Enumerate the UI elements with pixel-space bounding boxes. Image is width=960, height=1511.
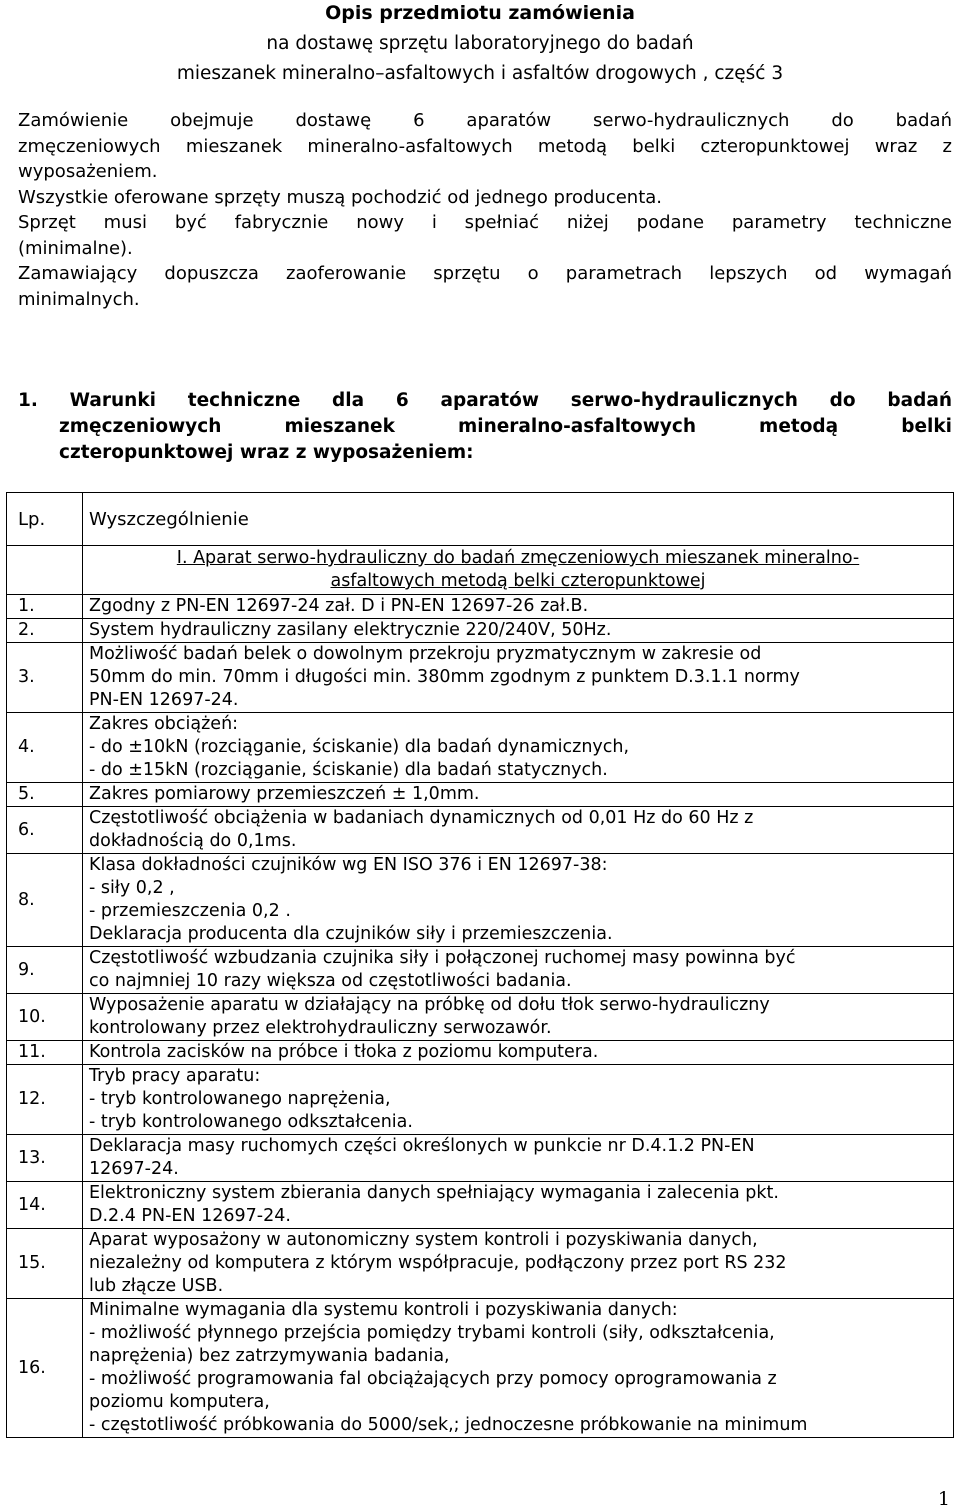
document-title: Opis przedmiotu zamówienia: [325, 2, 635, 24]
row-description-line: Deklaracja producenta dla czujników siły i przemieszczenia.: [89, 924, 613, 944]
row-description-line: Minimalne wymagania dla systemu kontroli i pozyskiwania danych:: [89, 1300, 678, 1320]
row-description: [83, 595, 954, 619]
row-description-line: Częstotliwość wzbudzania czujnika siły i połączonej ruchomej masy powinna być: [89, 948, 796, 968]
table-section-title-line2: asfaltowych metodą belki czteropunktowej: [330, 571, 706, 591]
row-description-line: 50mm do min. 70mm i długości min. 380mm zgodnym z punktem D.3.1.1 normy: [89, 667, 800, 687]
row-description-line: - możliwość programowania fal obciążających przy pomocy oprogramowania z: [89, 1369, 777, 1389]
row-description: [83, 1041, 954, 1065]
intro-p1-line2: zmęczeniowych mieszanek mineralno-asfaltowych metodą belki czteropunktowej wraz z: [18, 135, 952, 157]
row-description: [83, 1135, 954, 1182]
row-description-line: PN-EN 12697-24.: [89, 690, 239, 710]
row-description-line: Klasa dokładności czujników wg EN ISO 376 i EN 12697-38:: [89, 855, 608, 875]
row-description-line: poziomu komputera,: [89, 1392, 270, 1412]
row-description-line: - tryb kontrolowanego odkształcenia.: [89, 1112, 413, 1132]
row-description-line: 12697-24.: [89, 1159, 179, 1179]
row-description-line: co najmniej 10 razy większa od częstotliwości badania.: [89, 971, 572, 991]
row-description-line: dokładnością do 0,1ms.: [89, 831, 297, 851]
table-row: [7, 1065, 954, 1135]
row-number: 3.: [7, 643, 83, 713]
row-description-line: Zakres obciążeń:: [89, 714, 239, 734]
row-description-line: Zakres pomiarowy przemieszczeń ± 1,0mm.: [89, 784, 480, 804]
row-description-line: Wyposażenie aparatu w działający na próbkę od dołu tłok serwo-hydrauliczny: [89, 995, 770, 1015]
row-description: [83, 994, 954, 1041]
row-description-line: - możliwość płynnego przejścia pomiędzy trybami kontroli (siły, odkształcenia,: [89, 1323, 775, 1343]
table-section-title-line1: I. Aparat serwo-hydrauliczny do badań zmęczeniowych mieszanek mineralno-: [176, 548, 860, 568]
row-description: [83, 713, 954, 783]
row-description-line: Deklaracja masy ruchomych części określonych w punkcie nr D.4.1.2 PN-EN: [89, 1136, 755, 1156]
row-description: [83, 1065, 954, 1135]
row-number: 12.: [7, 1065, 83, 1135]
table-row: [7, 1041, 954, 1065]
intro-p4-line1: Zamawiający dopuszcza zaoferowanie sprzętu o parametrach lepszych od wymagań: [18, 263, 952, 284]
intro-p4-line2: minimalnych.: [18, 288, 140, 310]
table-row: [7, 1299, 954, 1438]
document-subtitle-line-2: mieszanek mineralno–asfaltowych i asfaltów drogowych , część 3: [176, 63, 784, 84]
row-description: [83, 947, 954, 994]
row-description-line: kontrolowany przez elektrohydrauliczny serwozawór.: [89, 1018, 552, 1038]
row-description-line: Zgodny z PN-EN 12697-24 zał. D i PN-EN 12697-26 zał.B.: [89, 596, 589, 616]
row-description-line: - przemieszczenia 0,2 .: [89, 901, 291, 921]
row-number: 8.: [7, 854, 83, 947]
table-row: [7, 854, 954, 947]
specification-table: [6, 492, 954, 1438]
row-number: 5.: [7, 783, 83, 807]
row-description-line: lub złącze USB.: [89, 1276, 224, 1296]
table-row: [7, 994, 954, 1041]
row-description: [83, 643, 954, 713]
row-description-line: - do ±10kN (rozciąganie, ściskanie) dla badań dynamicznych,: [89, 737, 630, 757]
row-description-line: Kontrola zacisków na próbce i tłoka z poziomu komputera.: [89, 1042, 599, 1062]
row-description: [83, 783, 954, 807]
row-description-line: - częstotliwość próbkowania do 5000/sek,; jednoczesne próbkowanie na minimum: [89, 1415, 808, 1435]
table-row: [7, 783, 954, 807]
row-description-line: - tryb kontrolowanego naprężenia,: [89, 1089, 391, 1109]
row-number: 2.: [7, 619, 83, 643]
row-number: 15.: [7, 1229, 83, 1299]
row-description-line: Tryb pracy aparatu:: [89, 1066, 261, 1086]
table-row: [7, 595, 954, 619]
row-number: 16.: [7, 1299, 83, 1438]
section-heading: [18, 388, 952, 466]
row-number: 10.: [7, 994, 83, 1041]
page-number: 1: [937, 1488, 950, 1510]
row-description-line: System hydrauliczny zasilany elektrycznie 220/240V, 50Hz.: [89, 620, 612, 640]
table-section-row: [7, 546, 954, 595]
row-number: 9.: [7, 947, 83, 994]
table-row: [7, 713, 954, 783]
header-lp: Lp.: [7, 493, 83, 546]
row-description-line: Możliwość badań belek o dowolnym przekroju pryzmatycznym w zakresie od: [89, 644, 762, 664]
table-row: [7, 807, 954, 854]
intro-p3-line2: (minimalne).: [18, 237, 133, 259]
row-description-line: - siły 0,2 ,: [89, 878, 175, 898]
table-row: [7, 1229, 954, 1299]
row-description-line: - do ±15kN (rozciąganie, ściskanie) dla badań statycznych.: [89, 760, 608, 780]
table-section-title: [83, 546, 954, 595]
table-row: [7, 947, 954, 994]
row-description: [83, 619, 954, 643]
row-description-line: Elektroniczny system zbierania danych spełniający wymagania i zalecenia pkt.: [89, 1183, 779, 1203]
intro-p1-line3: wyposażeniem.: [18, 161, 158, 182]
table-row: [7, 1135, 954, 1182]
row-number: 13.: [7, 1135, 83, 1182]
table-row: [7, 619, 954, 643]
table-header-row: [7, 493, 954, 546]
intro-p3-line1: Sprzęt musi być fabrycznie nowy i spełniać niżej podane parametry techniczne: [18, 212, 952, 233]
row-description-line: niezależny od komputera z którym współpracuje, podłączony przez port RS 232: [89, 1253, 787, 1273]
table-row: [7, 1182, 954, 1229]
row-number: 14.: [7, 1182, 83, 1229]
intro-section: [18, 108, 952, 312]
row-description: [83, 854, 954, 947]
row-number: 1.: [7, 595, 83, 619]
intro-p2: Wszystkie oferowane sprzęty muszą pochodzić od jednego producenta.: [18, 186, 663, 208]
section-heading-line3: czteropunktowej wraz z wyposażeniem:: [59, 442, 474, 463]
row-description: [83, 1299, 954, 1438]
section-heading-line2: zmęczeniowych mieszanek mineralno-asfaltowych metodą belki: [59, 416, 952, 437]
row-number: 6.: [7, 807, 83, 854]
row-description-line: Częstotliwość obciążenia w badaniach dynamicznych od 0,01 Hz do 60 Hz z: [89, 808, 754, 828]
row-description-line: D.2.4 PN-EN 12697-24.: [89, 1206, 291, 1226]
row-number: 4.: [7, 713, 83, 783]
row-description: [83, 807, 954, 854]
section-heading-line1: 1. Warunki techniczne dla 6 aparatów serwo-hydraulicznych do badań: [18, 390, 952, 411]
header-description: Wyszczególnienie: [83, 493, 954, 546]
document-subtitle-line-1: na dostawę sprzętu laboratoryjnego do badań: [266, 33, 694, 54]
intro-p1-line1: Zamówienie obejmuje dostawę 6 aparatów serwo-hydraulicznych do badań: [18, 110, 952, 131]
table-row: [7, 643, 954, 713]
row-description: [83, 1229, 954, 1299]
row-number: 11.: [7, 1041, 83, 1065]
row-description-line: naprężenia) bez zatrzymywania badania,: [89, 1346, 450, 1366]
row-description-line: Aparat wyposażony w autonomiczny system kontroli i pozyskiwania danych,: [89, 1230, 758, 1250]
row-description: [83, 1182, 954, 1229]
